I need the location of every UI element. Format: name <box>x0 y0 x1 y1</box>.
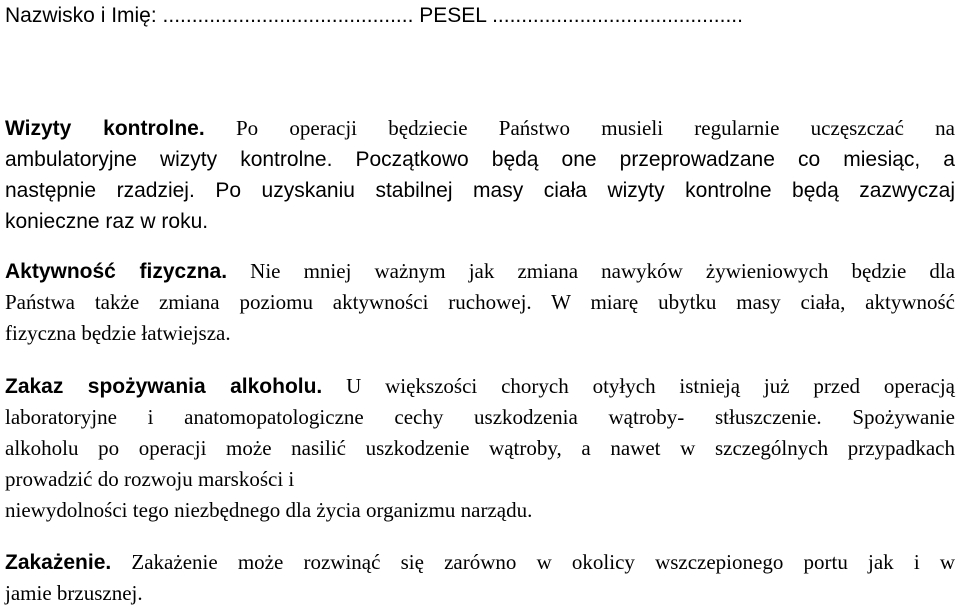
patient-header <box>5 2 743 30</box>
paragraph-line: jamie brzusznej. <box>5 581 143 605</box>
paragraph-line <box>5 113 955 144</box>
pesel-field-dots: ........................................... <box>492 4 743 27</box>
section-infection <box>5 547 955 609</box>
section-physical-activity <box>5 256 955 349</box>
paragraph-line: ambulatoryjne wizyty kontrolne. Początkowo będą one przeprowadzane co miesiąc, a <box>5 148 955 171</box>
paragraph-line: konieczne raz w roku. <box>5 210 209 233</box>
paragraph-line <box>5 547 955 578</box>
paragraph-text: Nie mniej ważnym jak zmiana nawyków żywieniowych będzie dla <box>250 259 956 283</box>
paragraph-line: Państwa także zmiana poziomu aktywności ruchowej. W miarę ubytku masy ciała, aktywność <box>5 290 955 314</box>
paragraph-line: następnie rzadziej. Po uzyskaniu stabilnej masy ciała wizyty kontrolne będą zazwyczaj <box>5 179 955 202</box>
paragraph-line: prowadzić do rozwoju marskości i <box>5 467 295 491</box>
name-field-dots: ........................................... <box>162 4 414 27</box>
paragraph-line <box>5 371 955 402</box>
section-heading: Zakaz spożywania alkoholu. <box>5 375 323 398</box>
paragraph-line: fizyczna będzie łatwiejsza. <box>5 321 231 345</box>
paragraph-text: U większości chorych otyłych istnieją już przed operacją <box>346 374 955 398</box>
pesel-label: PESEL <box>419 4 487 27</box>
paragraph-line: laboratoryjne i anatomopatologiczne cechy uszkodzenia wątroby- stłuszczenie. Spożywanie <box>5 405 955 429</box>
section-heading: Zakażenie. <box>5 551 112 574</box>
section-heading: Wizyty kontrolne. <box>5 117 205 140</box>
paragraph-line <box>5 256 955 287</box>
paragraph-text: Zakażenie może rozwinąć się zarówno w okolicy wszczepionego portu jak i w <box>131 550 955 574</box>
section-follow-up-visits <box>5 113 955 237</box>
name-label: Nazwisko i Imię: <box>5 4 157 27</box>
section-heading: Aktywność fizyczna. <box>5 260 228 283</box>
paragraph-line: niewydolności tego niezbędnego dla życia organizmu narządu. <box>5 498 533 522</box>
paragraph-line: alkoholu po operacji może nasilić uszkodzenie wątroby, a nawet w szczególnych przypadkach <box>5 436 955 460</box>
section-alcohol-ban <box>5 371 955 526</box>
paragraph-text: Po operacji będziecie Państwo musieli regularnie uczęszczać na <box>235 116 955 140</box>
